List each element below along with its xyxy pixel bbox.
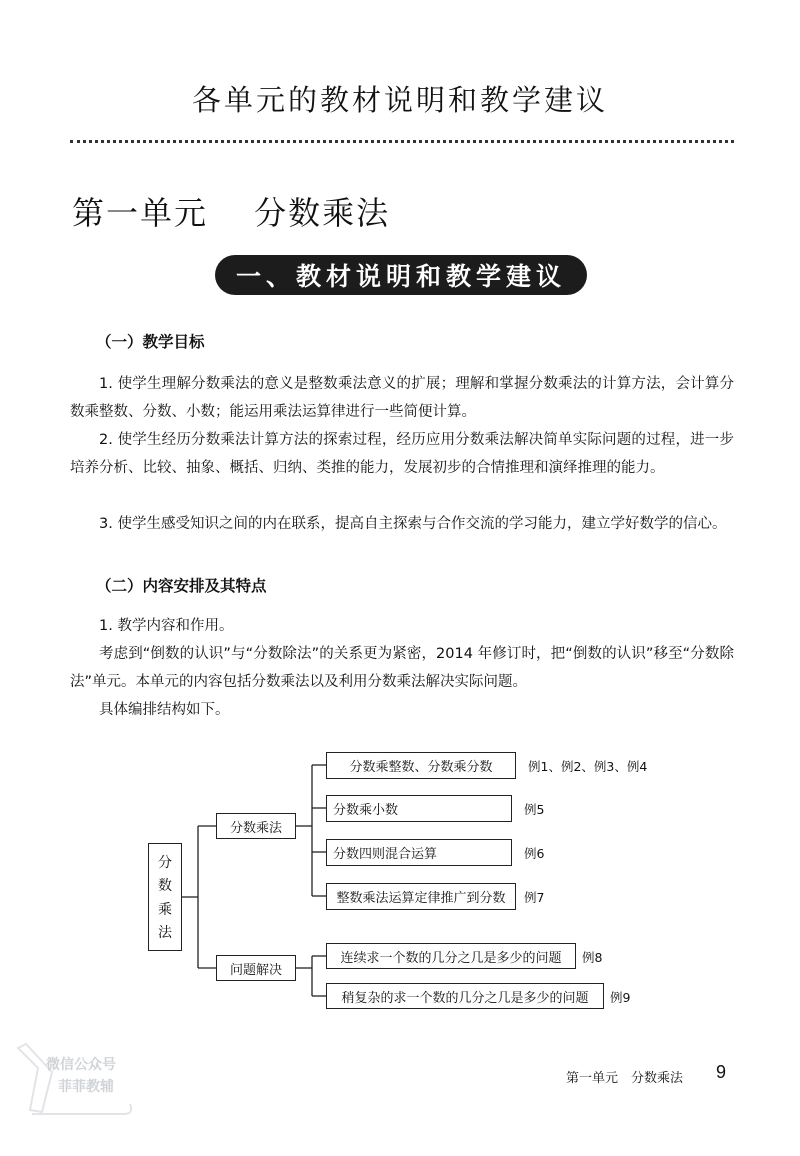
diagram-example-label: 例9 <box>610 990 631 1005</box>
watermark-line-2: 菲菲教辅 <box>58 1079 114 1095</box>
diagram-leaf-box: 分数四则混合运算 <box>326 839 512 866</box>
paragraph: 考虑到“倒数的认识”与“分数除法”的关系更为紧密，2014 年修订时，把“倒数的认识”移至“分数除法”单元。本单元的内容包括分数乘法以及利用分数乘法解决实际问题。 <box>70 646 734 690</box>
footer-unit-label: 第一单元 分数乘法 <box>566 1071 684 1086</box>
diagram-example-label: 例8 <box>582 950 603 965</box>
paragraph: 1. 教学内容和作用。 <box>99 618 234 634</box>
diagram-root-box <box>148 843 182 951</box>
section-heading-content: （二）内容安排及其特点 <box>96 577 267 595</box>
diagram-root-char: 法 <box>158 925 172 942</box>
diagram-example-label: 例7 <box>524 890 545 905</box>
paragraph: 1. 使学生理解分数乘法的意义是整数乘法意义的扩展；理解和掌握分数乘法的计算方法，会计算分数乘整数、分数、小数；能运用乘法运算律进行一些简便计算。 <box>70 376 734 420</box>
diagram-leaf-box: 连续求一个数的几分之几是多少的问题 <box>326 943 576 969</box>
diagram-leaf-box: 整数乘法运算定律推广到分数 <box>326 883 516 910</box>
paragraph: 2. 使学生经历分数乘法计算方法的探索过程，经历应用分数乘法解决简单实际问题的过程，进一步培养分析、比较、抽象、概括、归纳、类推的能力，发展初步的合情推理和演绎推理的能力。 <box>70 432 734 476</box>
diagram-root-char: 分 <box>158 854 172 871</box>
diagram-root-char: 乘 <box>158 901 172 918</box>
watermark <box>12 1040 162 1120</box>
diagram-example-label: 例6 <box>524 846 545 861</box>
diagram-leaf-box: 分数乘整数、分数乘分数 <box>326 752 516 779</box>
paragraph: 3. 使学生感受知识之间的内在联系，提高自主探索与合作交流的学习能力，建立学好数学的信心。 <box>99 516 727 532</box>
diagram-branch-box: 分数乘法 <box>216 813 296 839</box>
diagram-leaf-box: 稍复杂的求一个数的几分之几是多少的问题 <box>326 983 604 1009</box>
diagram-example-label: 例5 <box>524 802 545 817</box>
paragraph: 具体编排结构如下。 <box>99 702 230 718</box>
diagram-leaf-box: 分数乘小数 <box>326 795 512 822</box>
diagram-example-label: 例1、例2、例3、例4 <box>528 759 648 774</box>
watermark-line-1: 微信公众号 <box>46 1057 116 1073</box>
unit-title: 第一单元 分数乘法 <box>72 194 391 232</box>
diagram-branch-box: 问题解决 <box>216 955 296 981</box>
section-heading-goals: （一）教学目标 <box>96 333 205 351</box>
page-number: 9 <box>716 1062 727 1082</box>
page-header-title: 各单元的教材说明和教学建议 <box>191 83 608 117</box>
section-banner-text: 一、教材说明和教学建议 <box>235 262 566 291</box>
diagram-root-char: 数 <box>158 878 172 895</box>
